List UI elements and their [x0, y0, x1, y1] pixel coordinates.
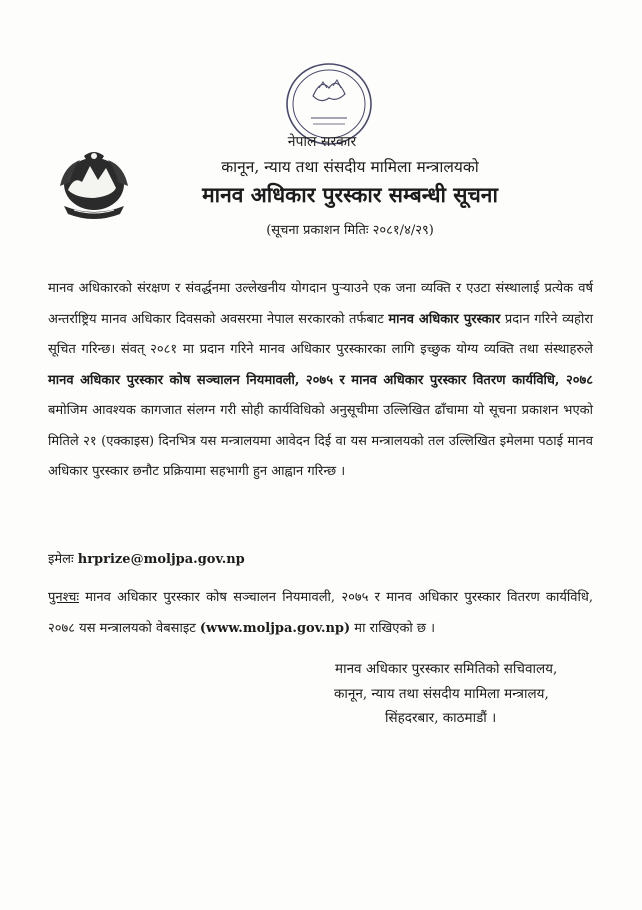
notice-title: मानव अधिकार पुरस्कार सम्बन्धी सूचना — [202, 182, 498, 207]
signature-line-1: मानव अधिकार पुरस्कार समितिको सचिवालय, — [335, 661, 558, 677]
publish-date: (सूचना प्रकाशन मितिः २०८१/४/२९) — [266, 223, 434, 238]
ministry-name: कानून, न्याय तथा संसदीय मामिला मन्त्रालयको — [221, 158, 479, 176]
body-text-3: बमोजिम आवश्यक कागजात संलग्न गरी सोही कार्यविधिको अनुसूचीमा उल्लिखित ढाँचामा यो सूचना प्रकाशन भएको मितिले २१ (एक्काइस) दिनभित्र यस मन्त्रालयमा आवेदन दिई वा यस मन्त्रालयको तल उल्लिखित इमेलमा पठाई मानव अधिकार पुरस्कार छनौट प्रक्रियामा सहभागी हुन आह्वान गरिन्छ । — [48, 403, 593, 479]
postscript-text-2: मा राखिएको छ । — [350, 620, 436, 636]
postscript-note — [48, 583, 593, 644]
signature-line-2: कानून, न्याय तथा संसदीय मामिला मन्त्रालय, — [334, 686, 549, 702]
postscript-label: पुनश्चः — [48, 590, 80, 605]
postscript-text-1: मानव अधिकार पुरस्कार कोष सञ्चालन नियमावली, २०७५ र मानव अधिकार पुरस्कार वितरण कार्यविधि, २०७८ यस मन्त्रालयको वेबसाइट — [48, 590, 593, 636]
award-name: मानव अधिकार पुरस्कार — [388, 311, 501, 327]
email-line — [48, 545, 593, 576]
regulation-names: मानव अधिकार पुरस्कार कोष सञ्चालन नियमावली, २०७५ र मानव अधिकार पुरस्कार वितरण कार्यविधि, २०७८ — [48, 372, 593, 388]
notice-body — [48, 274, 593, 488]
email-address[interactable]: hrprize@moljpa.gov.np — [77, 552, 245, 567]
email-label: इमेलः — [48, 552, 74, 567]
body-text-1: मानव अधिकारको संरक्षण र संवर्द्धनमा उल्लेखनीय योगदान पुऱ्याउने एक जना व्यक्ति र एउटा संस्थालाई प्रत्येक वर्ष अन्तर्राष्ट्रिय मानव अधिकार दिवसको अवसरमा नेपाल सरकारको तर्फबाट — [48, 281, 593, 327]
body-text-2: प्रदान गरिने व्यहोरा सूचित गरिन्छ। संवत् २०८१ मा प्रदान गरिने मानव अधिकार पुरस्कारका लागि इच्छुक योग्य व्यक्ति तथा संस्थाहरुले — [48, 311, 594, 357]
government-label: नेपाल सरकार — [287, 134, 357, 150]
nepal-emblem-icon — [54, 146, 134, 222]
website-link[interactable]: (www.moljpa.gov.np) — [199, 620, 351, 636]
signature-line-3: सिंहदरबार, काठमाडौं । — [385, 710, 497, 726]
